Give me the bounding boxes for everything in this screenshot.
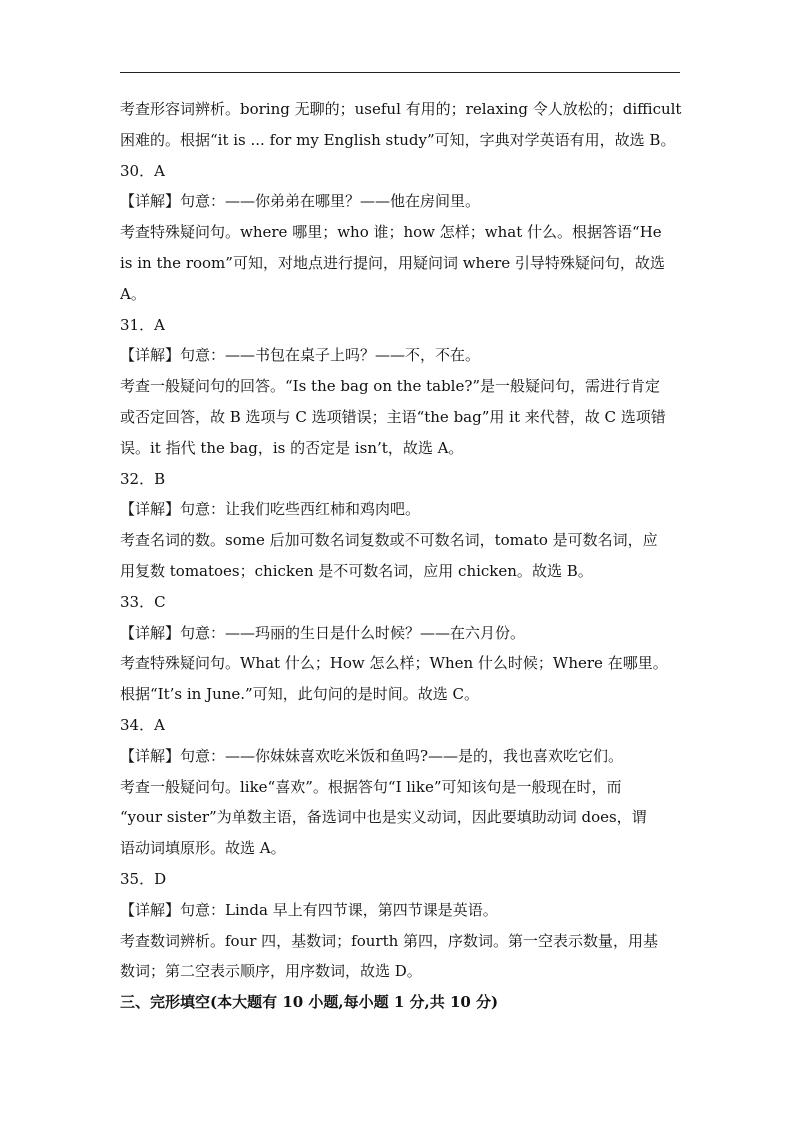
- explanation-line: 【详解】句意：Linda 早上有四节课，第四节课是英语。: [120, 900, 498, 919]
- answer-number: 32．B: [120, 469, 166, 488]
- section-title: 三、完形填空(本大题有 10 小题,每小题 1 分,共 10 分): [120, 993, 499, 1012]
- text-line: 考查数词辨析。four 四，基数词；fourth 第四，序数词。第一空表示数量，用基: [120, 931, 659, 950]
- explanation-line: 【详解】句意：让我们吃些西红柿和鸡肉吧。: [120, 500, 421, 519]
- explanation-line: 【详解】句意：——你弟弟在哪里？——他在房间里。: [120, 192, 481, 211]
- text-line: 数词；第二空表示顺序，用序数词，故选 D。: [120, 962, 422, 981]
- text-line: 考查一般疑问句。like“喜欢”。根据答句“I like”可知该句是一般现在时，而: [120, 777, 622, 796]
- text-line: A。: [120, 284, 146, 303]
- header-rule: [120, 72, 680, 73]
- answer-number: 33．C: [120, 592, 166, 611]
- document-body: [120, 94, 685, 1018]
- answer-number: 31．A: [120, 315, 165, 334]
- answer-number: 35．D: [120, 869, 167, 888]
- text-line: 误。it 指代 the bag，is 的否定是 isn’t，故选 A。: [120, 438, 464, 457]
- text-line: 困难的。根据“it is ... for my English study”可知，字典对学英语有用，故选 B。: [120, 130, 676, 149]
- answer-number: 30．A: [120, 161, 165, 180]
- explanation-line: 【详解】句意：——玛丽的生日是什么时候？——在六月份。: [120, 623, 526, 642]
- text-line: 语动词填原形。故选 A。: [120, 839, 286, 858]
- explanation-line: 【详解】句意：——书包在桌子上吗？——不，不在。: [120, 346, 481, 365]
- text-line: 根据“It’s in June.”可知，此句问的是时间。故选 C。: [120, 685, 479, 704]
- answer-number: 34．A: [120, 715, 165, 734]
- text-line: 考查一般疑问句的回答。“Is the bag on the table?”是一般疑问句，需进行肯定: [120, 377, 661, 396]
- text-line: 考查特殊疑问句。What 什么；How 怎么样；When 什么时候；Where 在哪里。: [120, 654, 668, 673]
- text-line: is in the room”可知，对地点进行提问，用疑问词 where 引导特殊疑问句，故选: [120, 253, 665, 272]
- text-line: 考查特殊疑问句。where 哪里；who 谁；how 怎样；what 什么。根据答语“He: [120, 223, 662, 242]
- text-line: 考查形容词辨析。boring 无聊的；useful 有用的；relaxing 令人放松的；difficult: [120, 100, 682, 118]
- text-line: “your sister”为单数主语，备选词中也是实义动词，因此要填助动词 does，谓: [120, 808, 647, 827]
- explanation-line: 【详解】句意：——你妹妹喜欢吃米饭和鱼吗?——是的，我也喜欢吃它们。: [120, 746, 624, 765]
- text-line: 或否定回答，故 B 选项与 C 选项错误；主语“the bag”用 it 来代替，故 C 选项错: [120, 407, 666, 426]
- text-line: 用复数 tomatoes；chicken 是不可数名词，应用 chicken。故选 B。: [120, 561, 593, 580]
- text-line: 考查名词的数。some 后加可数名词复数或不可数名词，tomato 是可数名词，应: [120, 531, 658, 550]
